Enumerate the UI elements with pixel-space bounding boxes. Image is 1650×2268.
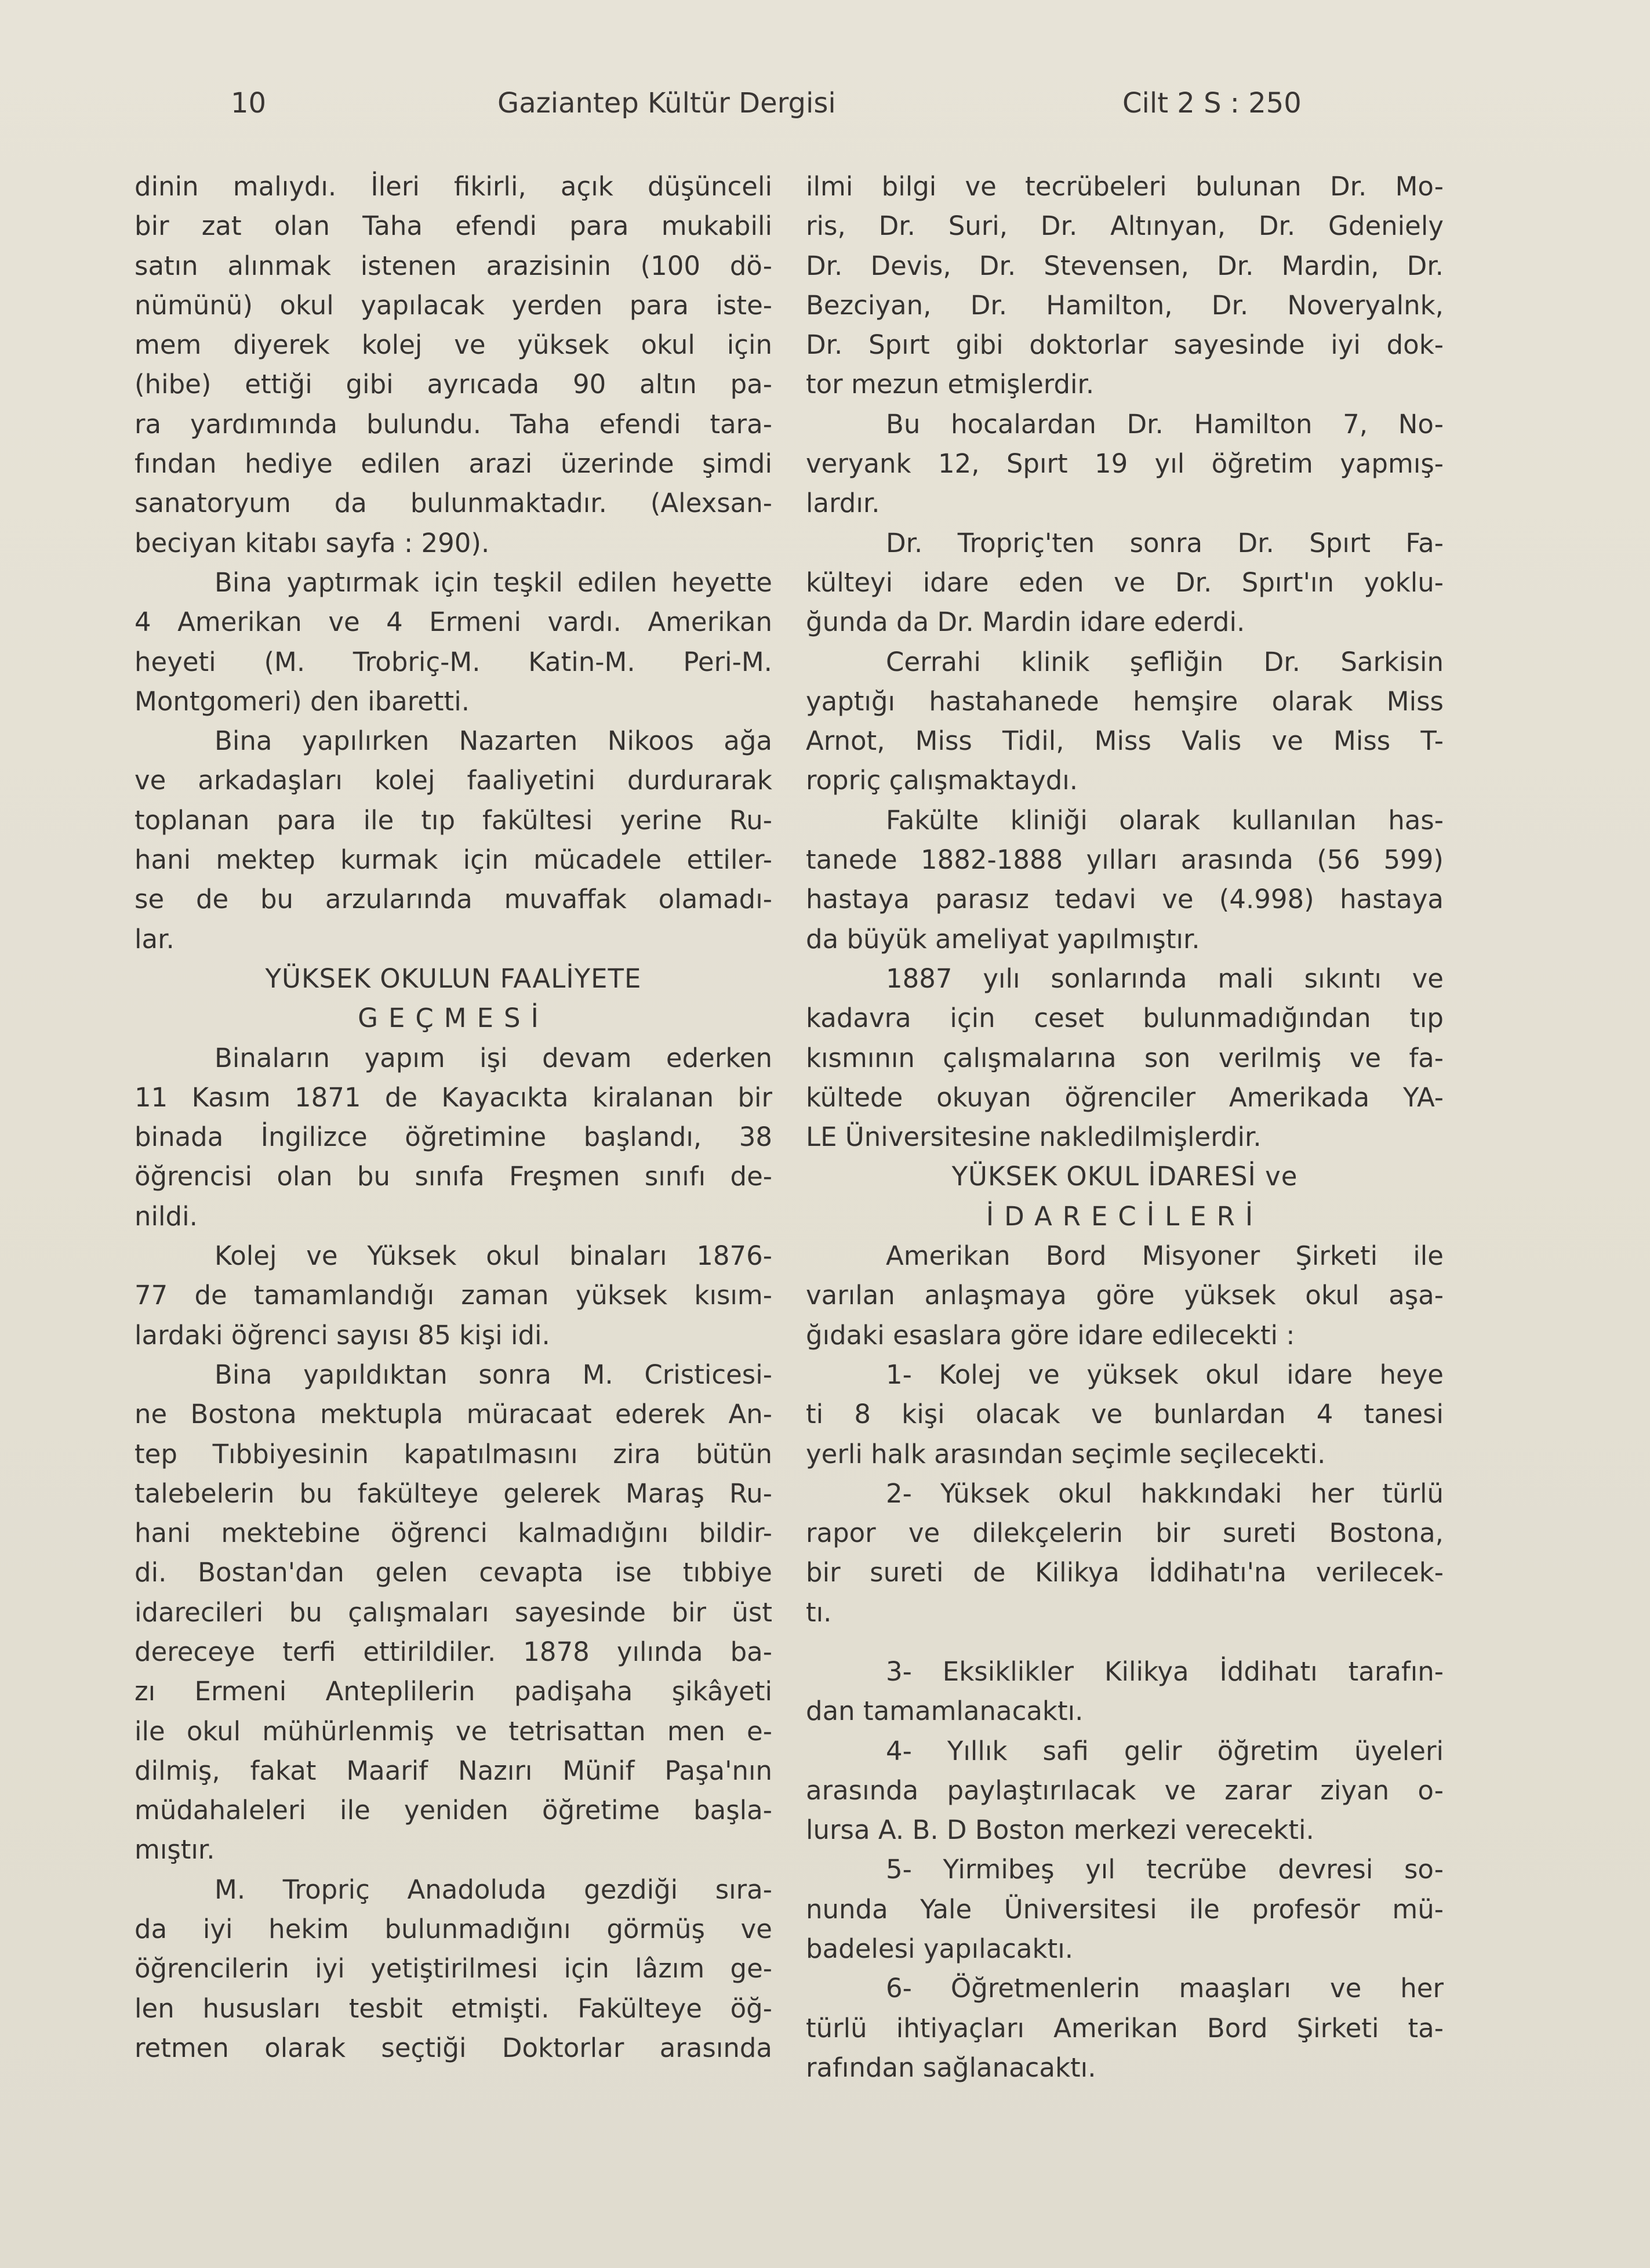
text-line: lursa A. B. D Boston merkezi verecekti. bbox=[806, 1815, 1314, 1846]
text-line: nildi. bbox=[135, 1200, 198, 1232]
text-line: lardaki öğrenci sayısı 85 kişi idi. bbox=[135, 1319, 550, 1351]
text-line: 77 de tamamlandığı zaman yüksek kısım- bbox=[135, 1280, 772, 1311]
text-line: Dr. Spırt gibi doktorlar sayesinde iyi dok- bbox=[806, 329, 1444, 361]
text-line: lar. bbox=[135, 923, 175, 955]
text-line: lardır. bbox=[806, 488, 880, 519]
text-line: idarecileri bu çalışmaları sayesinde bir üst bbox=[135, 1596, 772, 1628]
text-line: dinin malıydı. İleri fikirli, açık düşünceli bbox=[135, 171, 772, 202]
paragraph-first-line: 6- Öğretmenlerin maaşları ve her bbox=[886, 1973, 1444, 2004]
paragraph-first-line: Kolej ve Yüksek okul binaları 1876- bbox=[215, 1240, 772, 1272]
section-heading: İDARECİLERİ bbox=[986, 1200, 1264, 1232]
text-line: nunda Yale Üniversitesi ile profesör mü- bbox=[806, 1893, 1444, 1925]
paragraph-first-line: 3- Eksiklikler Kilikya İddihatı tarafın- bbox=[886, 1656, 1444, 1687]
running-header bbox=[0, 87, 1650, 128]
text-line: Bezciyan, Dr. Hamilton, Dr. Noveryalnk, bbox=[806, 289, 1444, 321]
text-line: se de bu arzularında muvaffak olamadı- bbox=[135, 884, 772, 915]
paragraph-first-line: Bu hocalardan Dr. Hamilton 7, No- bbox=[886, 408, 1444, 440]
text-line: 11 Kasım 1871 de Kayacıkta kiralanan bir bbox=[135, 1082, 772, 1113]
text-line: sanatoryum da bulunmaktadır. (Alexsan- bbox=[135, 488, 772, 519]
text-line: arasında paylaştırılacak ve zarar ziyan o- bbox=[806, 1775, 1444, 1806]
paragraph-first-line: 1- Kolej ve yüksek okul idare heye bbox=[886, 1359, 1444, 1390]
text-line: ra yardımında bulundu. Taha efendi tara- bbox=[135, 408, 772, 440]
text-line: rapor ve dilekçelerin bir sureti Bostona, bbox=[806, 1518, 1444, 1549]
text-line: ropriç çalışmaktaydı. bbox=[806, 765, 1078, 796]
volume-info: Cilt 2 S : 250 bbox=[1122, 87, 1302, 119]
text-line: rafından sağlanacaktı. bbox=[806, 2052, 1096, 2083]
paragraph-first-line: Dr. Tropriç'ten sonra Dr. Spırt Fa- bbox=[886, 527, 1444, 558]
text-line: talebelerin bu fakülteye gelerek Maraş Ru- bbox=[135, 1478, 772, 1509]
text-line: ve arkadaşları kolej faaliyetini durdurarak bbox=[135, 765, 772, 796]
paragraph-first-line: 1887 yılı sonlarında mali sıkıntı ve bbox=[886, 963, 1444, 994]
text-line: beciyan kitabı sayfa : 290). bbox=[135, 527, 490, 558]
text-line: bir zat olan Taha efendi para mukabili bbox=[135, 211, 772, 242]
paragraph-first-line: 2- Yüksek okul hakkındaki her türlü bbox=[886, 1478, 1444, 1509]
text-line: yerli halk arasından seçimle seçilecekti. bbox=[806, 1438, 1326, 1469]
text-line: LE Üniversitesine nakledilmişlerdir. bbox=[806, 1122, 1262, 1153]
text-line: 4 Amerikan ve 4 Ermeni vardı. Amerikan bbox=[135, 607, 772, 638]
paragraph-first-line: Bina yapıldıktan sonra M. Cristicesi- bbox=[215, 1359, 772, 1390]
text-line: toplanan para ile tıp fakültesi yerine Ru- bbox=[135, 804, 772, 836]
text-line: hani mektep kurmak için mücadele ettiler- bbox=[135, 844, 772, 876]
text-line: Montgomeri) den ibaretti. bbox=[135, 685, 470, 717]
text-line: mem diyerek kolej ve yüksek okul için bbox=[135, 329, 772, 361]
text-line: heyeti (M. Trobriç-M. Katin-M. Peri-M. bbox=[135, 646, 772, 677]
paragraph-first-line: Binaların yapım işi devam ederken bbox=[215, 1042, 772, 1073]
text-line: tor mezun etmişlerdir. bbox=[806, 369, 1095, 400]
text-line: fından hediye edilen arazi üzerinde şimdi bbox=[135, 448, 772, 480]
page-number: 10 bbox=[231, 87, 267, 119]
text-line: hani mektebine öğrenci kalmadığını bildir- bbox=[135, 1518, 772, 1549]
text-line: tep Tıbbiyesinin kapatılmasını zira bütün bbox=[135, 1438, 772, 1469]
text-line: veryank 12, Spırt 19 yıl öğretim yapmış- bbox=[806, 448, 1444, 480]
section-heading: GEÇMESİ bbox=[358, 1003, 549, 1034]
text-line: ğıdaki esaslara göre idare edilecekti : bbox=[806, 1319, 1295, 1351]
text-line: zı Ermeni Anteplilerin padişaha şikâyeti bbox=[135, 1676, 772, 1707]
text-line: türlü ihtiyaçları Amerikan Bord Şirketi ta- bbox=[806, 2012, 1444, 2044]
text-line: ne Bostona mektupla müracaat ederek An- bbox=[135, 1399, 772, 1430]
paragraph-first-line: Amerikan Bord Misyoner Şirketi ile bbox=[886, 1240, 1444, 1272]
paragraph-first-line: Fakülte kliniği olarak kullanılan has- bbox=[886, 804, 1444, 836]
text-line: da iyi hekim bulunmadığını görmüş ve bbox=[135, 1914, 772, 1945]
text-line: hastaya parasız tedavi ve (4.998) hastaya bbox=[806, 884, 1444, 915]
text-line: len hususları tesbit etmişti. Fakülteye öğ- bbox=[135, 1993, 772, 2024]
text-line: binada İngilizce öğretimine başlandı, 38 bbox=[135, 1122, 772, 1153]
text-line: badelesi yapılacaktı. bbox=[806, 1933, 1074, 1965]
section-heading: YÜKSEK OKULUN FAALİYETE bbox=[265, 963, 642, 994]
left-column bbox=[135, 167, 772, 2068]
text-line: yaptığı hastahanede hemşire olarak Miss bbox=[806, 685, 1444, 717]
text-line: ilmi bilgi ve tecrübeleri bulunan Dr. Mo- bbox=[806, 171, 1444, 202]
text-line: öğrencisi olan bu sınıfa Freşmen sınıfı de- bbox=[135, 1161, 772, 1192]
section-heading: YÜKSEK OKUL İDARESİ ve bbox=[951, 1161, 1298, 1192]
paragraph-first-line: 4- Yıllık safi gelir öğretim üyeleri bbox=[886, 1735, 1444, 1766]
text-line: ğunda da Dr. Mardin idare ederdi. bbox=[806, 607, 1245, 638]
text-line: Arnot, Miss Tidil, Miss Valis ve Miss T- bbox=[806, 725, 1444, 757]
paragraph-first-line: Bina yapılırken Nazarten Nikoos ağa bbox=[215, 725, 772, 757]
text-line: tı. bbox=[806, 1596, 832, 1628]
text-line: retmen olarak seçtiği Doktorlar arasında bbox=[135, 2032, 772, 2063]
text-line: dilmiş, fakat Maarif Nazırı Münif Paşa'nın bbox=[135, 1755, 772, 1786]
text-line: kültede okuyan öğrenciler Amerikada YA- bbox=[806, 1082, 1444, 1113]
text-line: ile okul mühürlenmiş ve tetrisattan men e- bbox=[135, 1715, 772, 1747]
text-line: kısmının çalışmalarına son verilmiş ve fa- bbox=[806, 1042, 1444, 1073]
text-line: tanede 1882-1888 yılları arasında (56 599) bbox=[806, 844, 1444, 876]
text-line: (hibe) ettiği gibi ayrıcada 90 altın pa- bbox=[135, 369, 772, 400]
text-line: varılan anlaşmaya göre yüksek okul aşa- bbox=[806, 1280, 1444, 1311]
paragraph-gap bbox=[806, 1632, 1444, 1652]
paragraph-first-line: Bina yaptırmak için teşkil edilen heyette bbox=[215, 567, 772, 598]
text-line: dan tamamlanacaktı. bbox=[806, 1696, 1084, 1727]
journal-title: Gaziantep Kültür Dergisi bbox=[497, 87, 836, 119]
paragraph-first-line: M. Tropriç Anadoluda gezdiği sıra- bbox=[215, 1874, 772, 1905]
text-line: dereceye terfi ettirildiler. 1878 yılında ba- bbox=[135, 1636, 772, 1667]
text-line: da büyük ameliyat yapılmıştır. bbox=[806, 923, 1200, 955]
text-line: külteyi idare eden ve Dr. Spırt'ın yoklu- bbox=[806, 567, 1444, 598]
text-line: kadavra için ceset bulunmadığından tıp bbox=[806, 1003, 1444, 1034]
right-column bbox=[806, 167, 1444, 2088]
text-line: öğrencilerin iyi yetiştirilmesi için lâzım ge- bbox=[135, 1953, 772, 1984]
text-line: müdahaleleri ile yeniden öğretime başla- bbox=[135, 1795, 772, 1826]
text-line: Dr. Devis, Dr. Stevensen, Dr. Mardin, Dr. bbox=[806, 250, 1444, 281]
text-line: ti 8 kişi olacak ve bunlardan 4 tanesi bbox=[806, 1399, 1444, 1430]
paragraph-first-line: 5- Yirmibeş yıl tecrübe devresi so- bbox=[886, 1854, 1444, 1885]
text-line: di. Bostan'dan gelen cevapta ise tıbbiye bbox=[135, 1557, 772, 1588]
text-line: ris, Dr. Suri, Dr. Altınyan, Dr. Gdeniely bbox=[806, 211, 1444, 242]
text-line: bir sureti de Kilikya İddihatı'na verilecek- bbox=[806, 1557, 1444, 1588]
text-line: nümünü) okul yapılacak yerden para iste- bbox=[135, 289, 772, 321]
text-line: mıştır. bbox=[135, 1834, 215, 1866]
text-line: satın alınmak istenen arazisinin (100 dö- bbox=[135, 250, 772, 281]
paragraph-first-line: Cerrahi klinik şefliğin Dr. Sarkisin bbox=[886, 646, 1444, 677]
